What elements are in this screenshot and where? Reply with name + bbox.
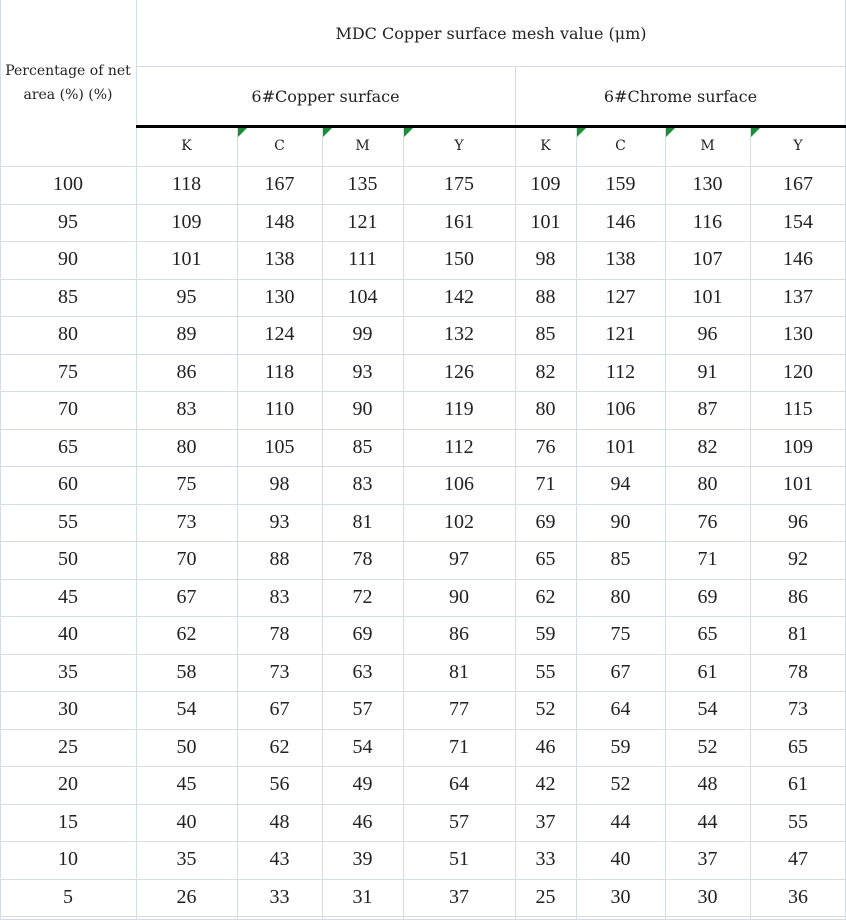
group-header-chrome: 6#Chrome surface — [603, 86, 758, 106]
table-cell: 101 — [171, 248, 202, 271]
table-cell: 96 — [788, 510, 808, 533]
table-cell: 101 — [692, 285, 723, 308]
grid-line — [0, 654, 846, 655]
table-cell: 78 — [269, 623, 290, 646]
table-cell: 81 — [788, 623, 808, 646]
table-cell: 112 — [444, 435, 474, 458]
grid-line — [0, 0, 1, 920]
table-cell: 106 — [605, 398, 636, 421]
row-header-line: Percentage of net — [5, 63, 131, 79]
table-cell: 73 — [269, 660, 290, 683]
grid-line — [237, 126, 238, 920]
table-cell: 55 — [535, 660, 556, 683]
grid-line — [0, 804, 846, 805]
cell-comment-marker-icon — [577, 128, 586, 137]
table-cell: 58 — [176, 660, 197, 683]
table-cell: 90 — [352, 398, 373, 421]
table-cell: 161 — [444, 210, 474, 233]
table-cell: 61 — [788, 773, 808, 796]
table-cell: 78 — [352, 548, 373, 571]
row-label-percentage: 45 — [58, 585, 78, 608]
row-label-percentage: 65 — [58, 435, 78, 458]
table-cell: 44 — [610, 810, 631, 833]
table-cell: 33 — [535, 848, 556, 871]
row-label-percentage: 25 — [58, 735, 78, 758]
grid-line — [0, 579, 846, 580]
table-cell: 148 — [264, 210, 295, 233]
table-cell: 93 — [269, 510, 290, 533]
table-cell: 69 — [535, 510, 556, 533]
grid-line — [403, 126, 404, 920]
table-cell: 95 — [176, 285, 197, 308]
table-cell: 37 — [449, 885, 469, 908]
grid-line — [0, 429, 846, 430]
table-cell: 49 — [352, 773, 373, 796]
table-cell: 175 — [444, 173, 474, 196]
table-cell: 92 — [788, 548, 808, 571]
grid-line — [0, 204, 846, 205]
table-cell: 102 — [444, 510, 474, 533]
grid-line — [750, 126, 751, 920]
grid-line — [576, 126, 577, 920]
table-cell: 40 — [610, 848, 631, 871]
row-label-percentage: 50 — [58, 548, 78, 571]
table-cell: 109 — [783, 435, 813, 458]
row-label-percentage: 100 — [53, 173, 83, 196]
table-cell: 138 — [605, 248, 636, 271]
grid-line — [0, 541, 846, 542]
table-cell: 26 — [176, 885, 197, 908]
column-header-c: C — [274, 138, 285, 154]
table-cell: 62 — [176, 623, 197, 646]
grid-line — [0, 916, 846, 917]
table-cell: 46 — [352, 810, 373, 833]
row-label-percentage: 80 — [58, 323, 78, 346]
grid-line — [0, 729, 846, 730]
table-cell: 124 — [264, 323, 295, 346]
column-header-k: K — [540, 138, 551, 154]
grid-line — [0, 616, 846, 617]
table-cell: 118 — [171, 173, 202, 196]
grid-line — [136, 66, 846, 67]
table-cell: 54 — [352, 735, 373, 758]
row-label-percentage: 90 — [58, 248, 78, 271]
table-cell: 55 — [788, 810, 808, 833]
table-cell: 106 — [444, 473, 474, 496]
table-cell: 135 — [347, 173, 378, 196]
grid-line — [0, 316, 846, 317]
table-cell: 52 — [697, 735, 718, 758]
grid-line — [0, 279, 846, 280]
grid-line — [0, 841, 846, 842]
grid-line — [136, 0, 137, 920]
cell-comment-marker-icon — [751, 128, 760, 137]
table-cell: 73 — [176, 510, 197, 533]
table-cell: 62 — [269, 735, 290, 758]
grid-line — [0, 466, 846, 467]
table-cell: 54 — [697, 698, 718, 721]
table-cell: 88 — [269, 548, 290, 571]
table-cell: 42 — [535, 773, 556, 796]
table-cell: 121 — [605, 323, 636, 346]
table-cell: 107 — [692, 248, 723, 271]
table-cell: 30 — [697, 885, 718, 908]
table-cell: 31 — [352, 885, 373, 908]
table-cell: 44 — [697, 810, 718, 833]
table-cell: 80 — [610, 585, 631, 608]
row-label-percentage: 20 — [58, 773, 78, 796]
column-header-y: Y — [454, 138, 464, 154]
table-cell: 132 — [444, 323, 474, 346]
table-cell: 90 — [610, 510, 631, 533]
table-cell: 146 — [605, 210, 636, 233]
group-header-copper: 6#Copper surface — [251, 86, 400, 106]
grid-line — [0, 241, 846, 242]
table-cell: 57 — [352, 698, 373, 721]
row-label-percentage: 75 — [58, 360, 78, 383]
table-cell: 154 — [783, 210, 813, 233]
grid-line — [515, 66, 516, 920]
row-header-line: area (%) (%) — [23, 87, 113, 103]
table-cell: 33 — [269, 885, 290, 908]
table-cell: 98 — [535, 248, 556, 271]
table-cell: 86 — [176, 360, 197, 383]
table-cell: 109 — [530, 173, 561, 196]
table-cell: 65 — [535, 548, 556, 571]
table-cell: 52 — [610, 773, 631, 796]
table-cell: 39 — [352, 848, 373, 871]
table-cell: 83 — [269, 585, 290, 608]
table-cell: 54 — [176, 698, 197, 721]
table-cell: 167 — [783, 173, 813, 196]
table-cell: 78 — [788, 660, 808, 683]
table-cell: 75 — [176, 473, 197, 496]
grid-line — [665, 126, 666, 920]
row-label-percentage: 40 — [58, 623, 78, 646]
table-cell: 110 — [264, 398, 295, 421]
table-cell: 81 — [449, 660, 469, 683]
grid-line — [0, 879, 846, 880]
table-cell: 51 — [449, 848, 469, 871]
table-cell: 109 — [171, 210, 202, 233]
table-cell: 30 — [610, 885, 631, 908]
table-cell: 115 — [783, 398, 813, 421]
table-cell: 82 — [535, 360, 556, 383]
table-cell: 63 — [352, 660, 373, 683]
table-cell: 64 — [610, 698, 631, 721]
table-cell: 105 — [264, 435, 295, 458]
table-cell: 48 — [269, 810, 290, 833]
table-cell: 101 — [605, 435, 636, 458]
table-cell: 65 — [788, 735, 808, 758]
table-cell: 76 — [697, 510, 718, 533]
table-cell: 121 — [347, 210, 378, 233]
table-cell: 65 — [697, 623, 718, 646]
table-cell: 112 — [605, 360, 636, 383]
table-cell: 120 — [783, 360, 813, 383]
column-header-m: M — [355, 138, 370, 154]
table-cell: 73 — [788, 698, 808, 721]
table-cell: 86 — [449, 623, 469, 646]
table-cell: 130 — [783, 323, 813, 346]
table-cell: 116 — [692, 210, 723, 233]
table-cell: 67 — [176, 585, 197, 608]
table-cell: 85 — [352, 435, 373, 458]
table-cell: 126 — [444, 360, 474, 383]
table-cell: 82 — [697, 435, 718, 458]
table-cell: 137 — [783, 285, 813, 308]
table-cell: 71 — [535, 473, 556, 496]
table-cell: 25 — [535, 885, 556, 908]
table-cell: 36 — [788, 885, 808, 908]
grid-line — [0, 504, 846, 505]
grid-line — [0, 691, 846, 692]
table-cell: 146 — [783, 248, 813, 271]
table-cell: 167 — [264, 173, 295, 196]
table-cell: 47 — [788, 848, 808, 871]
table-cell: 86 — [788, 585, 808, 608]
table-cell: 94 — [610, 473, 631, 496]
row-label-percentage: 95 — [58, 210, 78, 233]
table-cell: 104 — [347, 285, 378, 308]
table-cell: 59 — [610, 735, 631, 758]
table-cell: 81 — [352, 510, 373, 533]
row-label-percentage: 10 — [58, 848, 78, 871]
table-cell: 87 — [697, 398, 718, 421]
cell-comment-marker-icon — [404, 128, 413, 137]
table-cell: 88 — [535, 285, 556, 308]
table-cell: 80 — [176, 435, 197, 458]
table-cell: 45 — [176, 773, 197, 796]
row-label-percentage: 70 — [58, 398, 78, 421]
table-cell: 56 — [269, 773, 290, 796]
column-header-c: C — [615, 138, 626, 154]
table-cell: 99 — [352, 323, 373, 346]
row-header-label — [0, 0, 136, 166]
row-label-percentage: 60 — [58, 473, 78, 496]
table-cell: 118 — [264, 360, 295, 383]
table-cell: 89 — [176, 323, 197, 346]
table-cell: 98 — [269, 473, 290, 496]
table-cell: 62 — [535, 585, 556, 608]
table-cell: 83 — [176, 398, 197, 421]
grid-line — [322, 126, 323, 920]
column-header-y: Y — [793, 138, 803, 154]
table-cell: 57 — [449, 810, 469, 833]
row-label-percentage: 5 — [63, 885, 73, 908]
table-cell: 48 — [697, 773, 718, 796]
table-cell: 52 — [535, 698, 556, 721]
table-cell: 101 — [530, 210, 561, 233]
table-cell: 69 — [352, 623, 373, 646]
table-cell: 72 — [352, 585, 373, 608]
table-cell: 75 — [610, 623, 631, 646]
table-cell: 59 — [535, 623, 556, 646]
table-cell: 50 — [176, 735, 197, 758]
table-cell: 61 — [697, 660, 718, 683]
row-label-percentage: 30 — [58, 698, 78, 721]
table-cell: 71 — [697, 548, 718, 571]
table-cell: 76 — [535, 435, 556, 458]
table-cell: 130 — [264, 285, 295, 308]
table-cell: 37 — [697, 848, 718, 871]
table-cell: 83 — [352, 473, 373, 496]
table-cell: 90 — [449, 585, 469, 608]
row-label-percentage: 85 — [58, 285, 78, 308]
table-cell: 97 — [449, 548, 469, 571]
table-cell: 40 — [176, 810, 197, 833]
table-cell: 150 — [444, 248, 474, 271]
table-cell: 37 — [535, 810, 556, 833]
table-cell: 64 — [449, 773, 469, 796]
table-cell: 67 — [269, 698, 290, 721]
table-cell: 69 — [697, 585, 718, 608]
row-label-percentage: 15 — [58, 810, 78, 833]
table-cell: 138 — [264, 248, 295, 271]
grid-line — [0, 766, 846, 767]
table-cell: 159 — [605, 173, 636, 196]
table-cell: 93 — [352, 360, 373, 383]
table-cell: 71 — [449, 735, 469, 758]
cell-comment-marker-icon — [666, 128, 675, 137]
table-cell: 70 — [176, 548, 197, 571]
grid-line — [0, 354, 846, 355]
table-cell: 80 — [697, 473, 718, 496]
table-cell: 85 — [535, 323, 556, 346]
table-cell: 91 — [697, 360, 718, 383]
table-cell: 80 — [535, 398, 556, 421]
grid-line — [0, 166, 846, 167]
table-cell: 101 — [783, 473, 813, 496]
cell-comment-marker-icon — [238, 128, 247, 137]
table-cell: 119 — [444, 398, 474, 421]
table-cell: 46 — [535, 735, 556, 758]
table-title: MDC Copper surface mesh value (μm) — [335, 23, 647, 43]
grid-line — [0, 391, 846, 392]
table-cell: 85 — [610, 548, 631, 571]
table-cell: 142 — [444, 285, 474, 308]
table-cell: 35 — [176, 848, 197, 871]
row-label-percentage: 35 — [58, 660, 78, 683]
table-cell: 77 — [449, 698, 469, 721]
column-header-m: M — [700, 138, 715, 154]
table-cell: 43 — [269, 848, 290, 871]
table-cell: 127 — [605, 285, 636, 308]
row-label-percentage: 55 — [58, 510, 78, 533]
table-cell: 111 — [348, 248, 377, 271]
table-cell: 130 — [692, 173, 723, 196]
table-cell: 96 — [697, 323, 718, 346]
cell-comment-marker-icon — [323, 128, 332, 137]
column-header-k: K — [181, 138, 192, 154]
table-cell: 67 — [610, 660, 631, 683]
